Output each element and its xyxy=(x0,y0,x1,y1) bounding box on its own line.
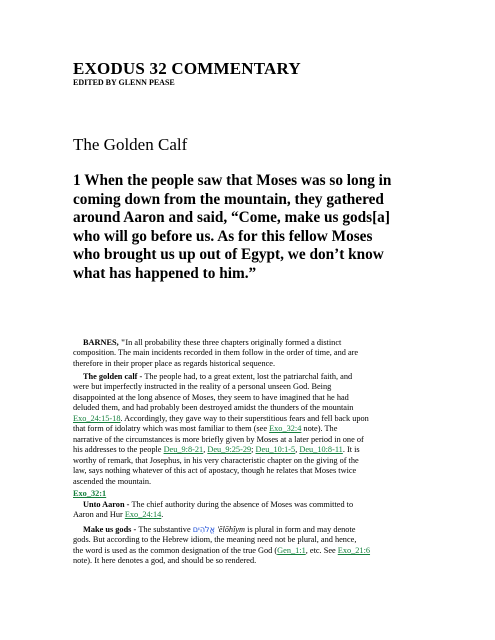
scripture-link[interactable]: Gen_1:1 xyxy=(277,545,306,555)
make-gods-label: Make us gods - xyxy=(83,525,139,534)
paragraph-line: disappointed at the long absence of Moses, they seem to have imagined that he had xyxy=(73,392,349,402)
golden-calf-label: The golden calf - xyxy=(83,372,145,381)
paragraph-line: The golden calf - The people had, to a great extent, lost the patriarchal faith, and xyxy=(83,372,353,381)
unto-aaron-paragraph xyxy=(73,500,425,521)
paragraph-line: BARNES, "In all probability these three chapters originally formed a distinct xyxy=(83,338,342,347)
paragraph-line: composition. The main incidents recorded in them follow in the order of time, and are xyxy=(73,348,359,358)
paragraph-line: were but imperfectly instructed in the reality of a personal unseen God. Being xyxy=(73,382,332,392)
verse-line: coming down from the mountain, they gathered xyxy=(73,190,384,208)
paragraph-line: therefore in their proper place as regards historical sequence. xyxy=(73,358,276,368)
scripture-link[interactable]: Exo_21:6 xyxy=(337,545,371,555)
paragraph-line: note). It here denotes a god, and should be so rendered. xyxy=(73,556,257,566)
document-subtitle: EDITED BY GLENN PEASE xyxy=(73,78,175,87)
golden-calf-paragraph xyxy=(73,372,425,487)
paragraph-line: Make us gods - The substantive אֱלֹהִים 'ĕlōhîym is plural in form and may denote xyxy=(83,525,356,534)
verse-line: who brought us up out of Egypt, we don’t know xyxy=(73,246,384,264)
verse-line: around Aaron and said, “Come, make us gods[a] xyxy=(73,209,390,227)
scripture-link[interactable]: Deu_10:8-11 xyxy=(299,445,343,455)
scripture-link[interactable]: Deu_10:1-5 xyxy=(255,445,296,455)
hebrew-word: אֱלֹהִים xyxy=(192,525,215,534)
verse-reference-link[interactable]: Exo_32:1 xyxy=(73,489,107,498)
paragraph-line: Aaron and Hur Exo_24:14. xyxy=(73,510,164,520)
paragraph-line: that form of idolatry which was most familiar to them (see Exo_32:4 note). The xyxy=(73,424,338,434)
verse-text xyxy=(73,172,423,284)
paragraph-line: worthy of remark, that Josephus, in his very characteristic chapter on the giving of the xyxy=(73,455,359,465)
scripture-link[interactable]: Deu_9:8-21 xyxy=(163,445,204,455)
make-gods-paragraph xyxy=(73,525,425,567)
paragraph-line: gods. But according to the Hebrew idiom, the meaning need not be plural, and hence, xyxy=(73,535,357,545)
paragraph-line: Exo_24:15-18. Accordingly, they gave way to their superstitious fears and fell back upon xyxy=(73,413,369,423)
paragraph-line: ascended the mountain. xyxy=(73,476,152,486)
document-title: EXODUS 32 COMMENTARY xyxy=(73,59,301,78)
verse-line: what has happened to him.” xyxy=(73,264,257,282)
verse-line: 1 When the people saw that Moses was so long in xyxy=(73,172,392,189)
paragraph-line: his addresses to the people Deu_9:8-21, Deu_9:25-29; Deu_10:1-5, Deu_10:8-11. It is xyxy=(73,445,360,455)
verse-line: who will go before us. As for this fellow Moses xyxy=(73,227,373,245)
unto-aaron-label: Unto Aaron - xyxy=(83,500,132,509)
barnes-label: BARNES, " xyxy=(83,338,126,347)
paragraph-line: narrative of the circumstances is more briefly given by Moses at a later period in one of xyxy=(73,434,364,444)
scripture-link[interactable]: Exo_32:4 xyxy=(269,424,302,434)
transliteration: 'ĕlōhîym xyxy=(214,525,246,534)
scripture-link[interactable]: Exo_24:15-18 xyxy=(73,413,121,423)
paragraph-line: law, says nothing whatever of this act of apostacy, though he relates that Moses twice xyxy=(73,466,357,476)
paragraph-line: Unto Aaron - The chief authority during the absence of Moses was committed to xyxy=(83,500,354,509)
paragraph-line: the word is used as the common designation of the true God (Gen_1:1, etc. See Exo_21:6 xyxy=(73,545,371,555)
scripture-link[interactable]: Deu_9:25-29 xyxy=(207,445,252,455)
section-heading: The Golden Calf xyxy=(73,135,188,154)
scripture-link[interactable]: Exo_24:14 xyxy=(124,510,162,520)
paragraph-line: deluded them, and had probably been destroyed amidst the thunders of the mountain xyxy=(73,403,354,413)
barnes-paragraph xyxy=(73,338,425,369)
